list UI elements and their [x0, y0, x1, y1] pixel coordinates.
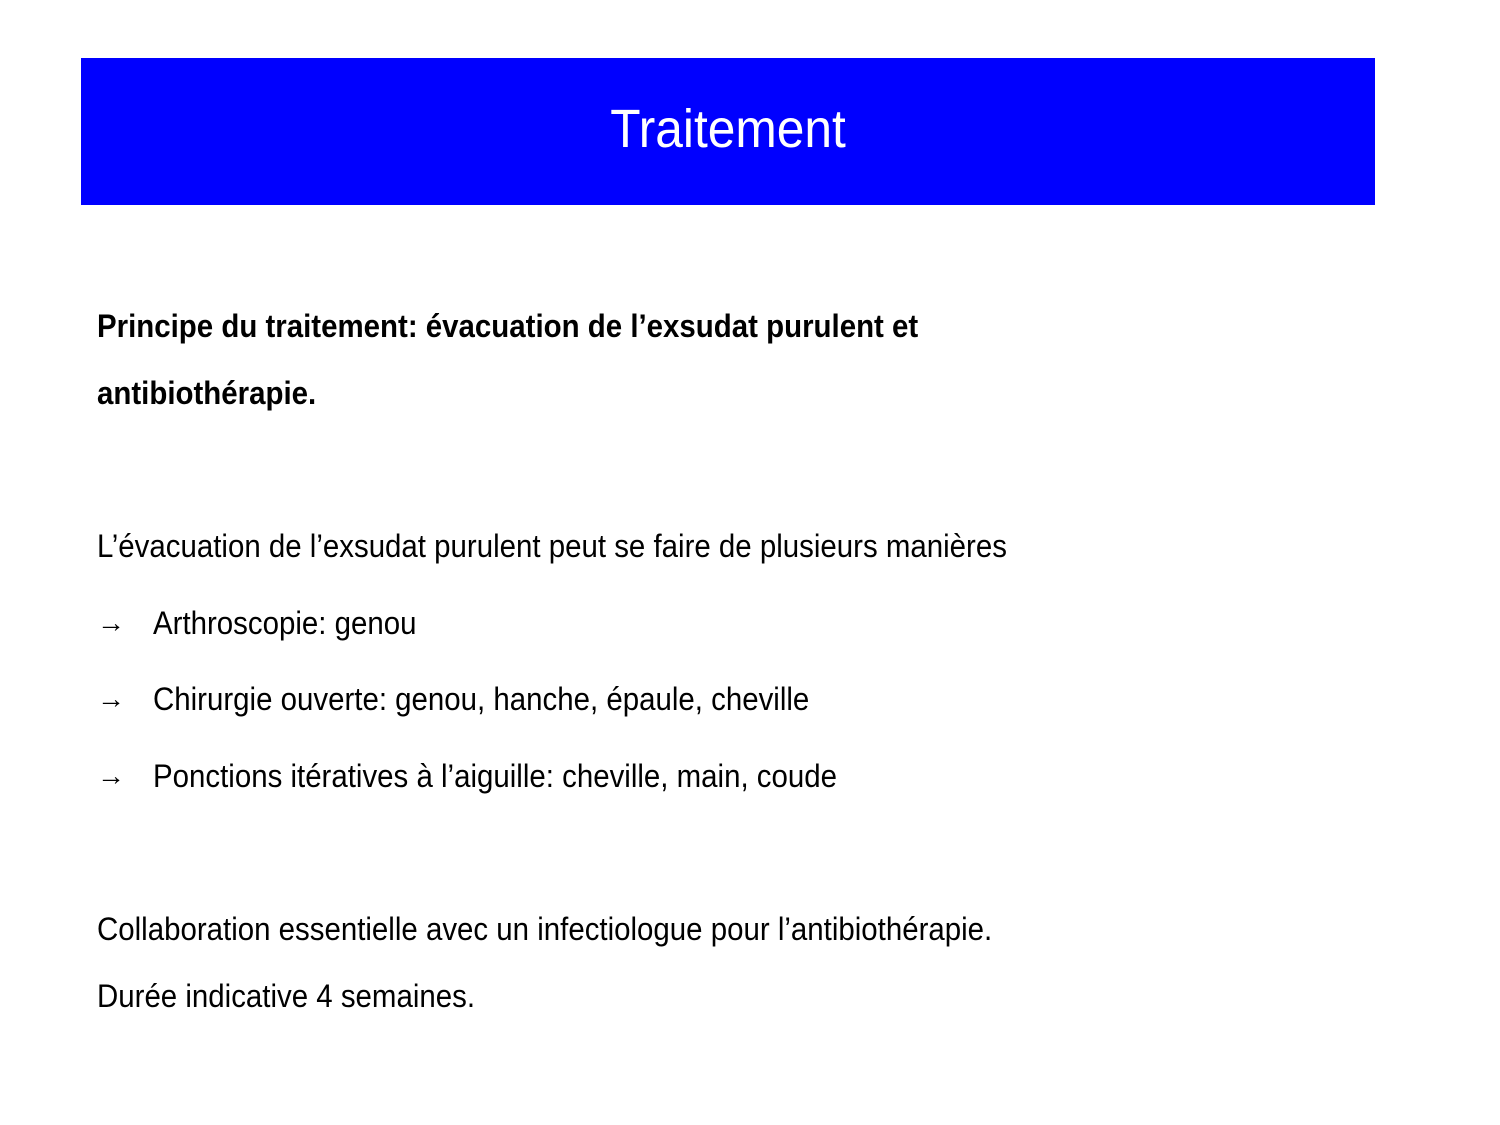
bullet-text: Chirurgie ouverte: genou, hanche, épaule, cheville — [153, 681, 810, 717]
bullet-item-chirurgie — [97, 679, 866, 719]
bullet-item-arthroscopie — [97, 603, 439, 643]
arrow-right-icon: → — [97, 607, 125, 638]
slide-title: Traitement — [610, 98, 846, 159]
collaboration-text: Collaboration essentielle avec un infectiologue pour l’antibiothérapie. — [97, 911, 993, 947]
bullet-item-ponctions — [97, 756, 897, 796]
arrow-right-icon: → — [97, 760, 125, 791]
principle-line-1: Principe du traitement: évacuation de l’exsudat purulent et — [97, 308, 919, 344]
duration-text: Durée indicative 4 semaines. — [97, 978, 476, 1014]
evacuation-intro: L’évacuation de l’exsudat purulent peut se faire de plusieurs manières — [97, 528, 1007, 564]
bullet-text: Ponctions itératives à l’aiguille: cheville, main, coude — [153, 758, 838, 794]
arrow-right-icon: → — [97, 683, 125, 714]
principle-line-2: antibiothérapie. — [97, 375, 317, 411]
title-banner — [81, 58, 1375, 205]
bullet-text: Arthroscopie: genou — [153, 605, 417, 641]
